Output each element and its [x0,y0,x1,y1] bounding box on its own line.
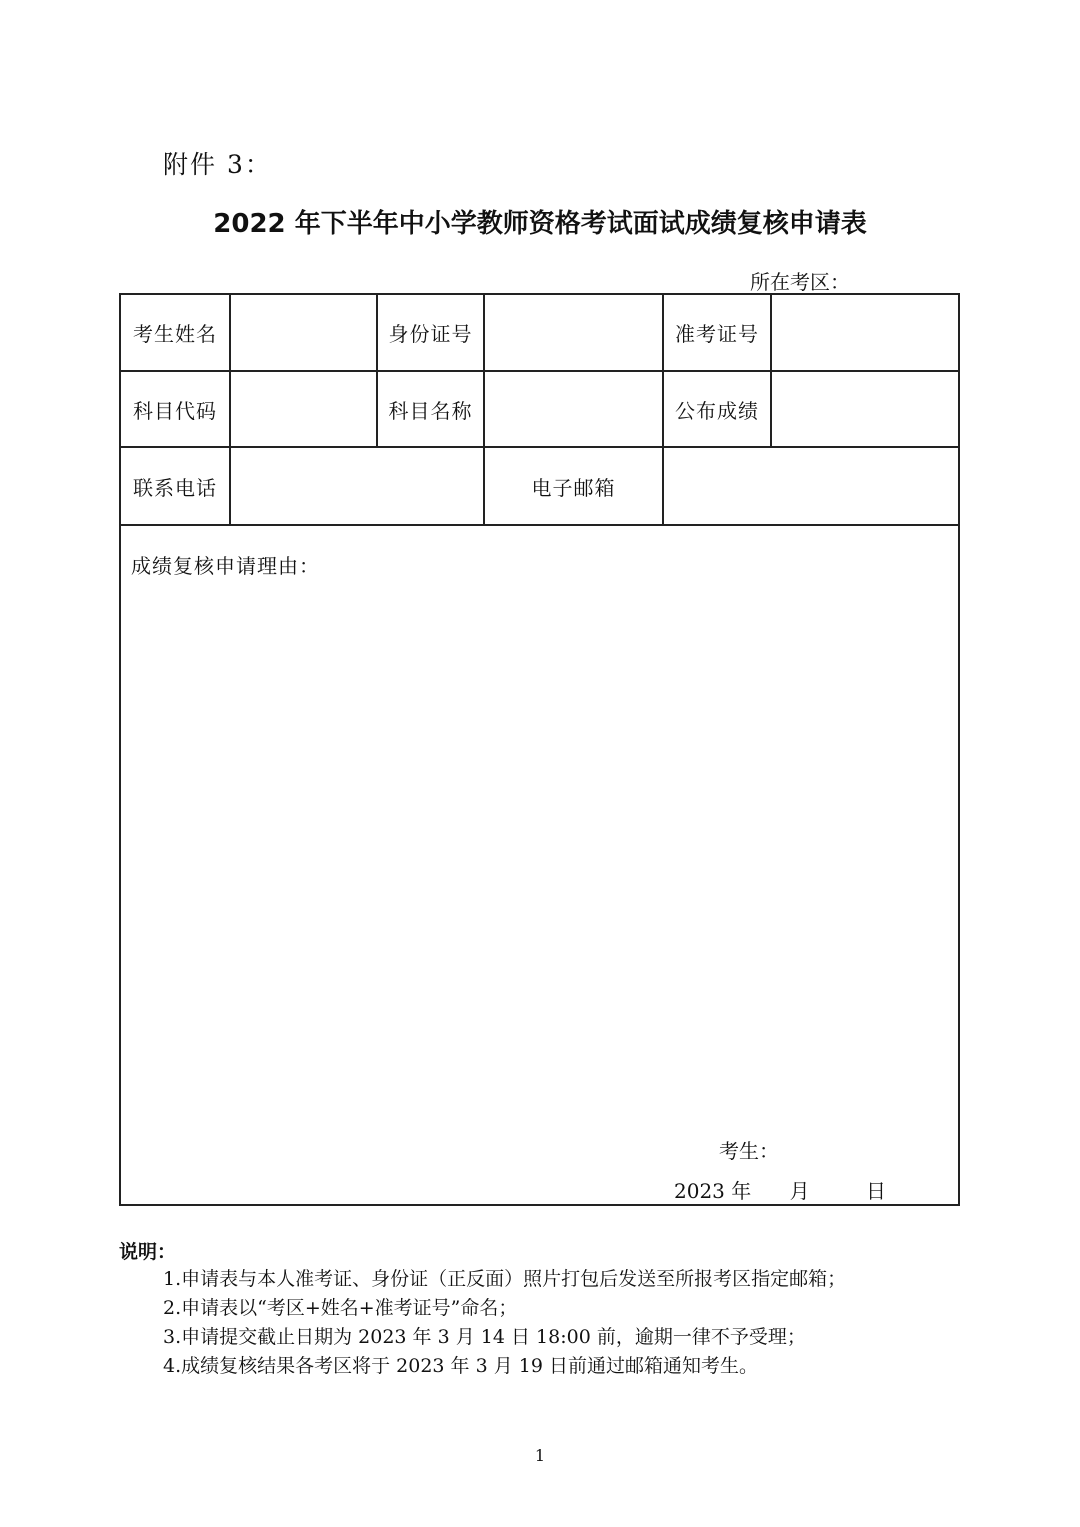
attachment-label: 附件 3： [163,150,272,179]
exam-area-label: 所在考区： [750,270,850,294]
notes-heading: 说明： [119,1241,177,1263]
subject-code-field[interactable] [231,372,376,446]
note-item: 3.申请提交截止日期为 2023 年 3 月 14 日 18:00 前，逾期一律不予受理； [163,1326,806,1348]
subject-code-label: 科目代码 [133,398,217,423]
note-item: 4.成绩复核结果各考区将于 2023 年 3 月 19 日前通过邮箱通知考生。 [163,1355,758,1377]
email-field[interactable] [664,448,958,524]
note-item: 1.申请表与本人准考证、身份证（正反面）照片打包后发送至所报考区指定邮箱； [163,1268,847,1290]
published-score-field[interactable] [772,372,958,446]
phone-label: 联系电话 [133,475,217,500]
published-score-label: 公布成绩 [675,398,759,423]
email-label: 电子邮箱 [531,475,616,500]
date-month: 月 [789,1179,810,1203]
admission-ticket-label: 准考证号 [675,322,759,346]
review-reason-field[interactable] [121,526,958,1204]
application-form-table [119,293,960,1206]
form-title: 2022 年下半年中小学教师资格考试面试成绩复核申请表 [213,209,867,239]
page-number: 1 [534,1446,546,1465]
notes-list [163,1265,846,1381]
date-year: 2023 年 [674,1179,752,1203]
candidate-name-label: 考生姓名 [133,322,217,346]
subject-name-field[interactable] [485,372,662,446]
review-reason-label: 成绩复核申请理由： [131,554,320,578]
id-number-field[interactable] [485,295,662,370]
candidate-name-field[interactable] [231,295,376,370]
date-day: 日 [865,1179,886,1203]
id-number-label: 身份证号 [388,322,473,346]
signature-label: 考生： [719,1139,779,1163]
phone-field[interactable] [231,448,483,524]
admission-ticket-field[interactable] [772,295,958,370]
signature-date [674,1175,886,1204]
note-item: 2.申请表以“考区+姓名+准考证号”命名； [163,1297,518,1319]
subject-name-label: 科目名称 [388,398,473,423]
